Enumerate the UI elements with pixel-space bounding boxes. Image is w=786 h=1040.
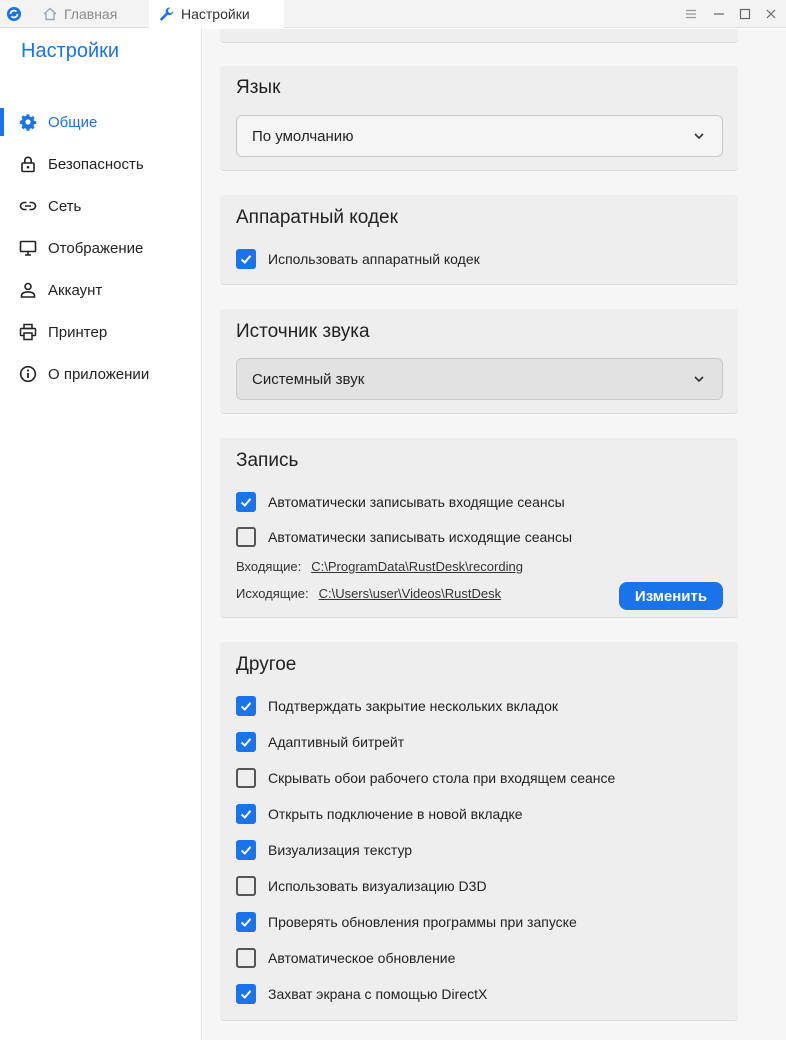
sidebar-item-label: Аккаунт bbox=[48, 281, 103, 299]
hardware-codec-option[interactable] bbox=[236, 248, 480, 270]
checkbox-checked[interactable] bbox=[236, 732, 256, 752]
link-icon bbox=[19, 197, 37, 215]
checkbox-checked[interactable] bbox=[236, 840, 256, 860]
incoming-path-link[interactable]: C:\ProgramData\RustDesk\recording bbox=[311, 559, 523, 574]
other-option[interactable] bbox=[236, 695, 558, 717]
other-card bbox=[220, 642, 738, 1021]
audio-source-card bbox=[220, 309, 738, 414]
other-option[interactable] bbox=[236, 911, 577, 933]
checkbox-checked[interactable] bbox=[236, 696, 256, 716]
language-title: Язык bbox=[236, 77, 281, 98]
check-icon bbox=[239, 495, 253, 509]
check-icon bbox=[239, 843, 253, 857]
check-icon bbox=[239, 252, 253, 266]
previous-card bbox=[220, 29, 738, 43]
sidebar-item-display[interactable] bbox=[0, 230, 201, 266]
other-option[interactable] bbox=[236, 839, 412, 861]
language-select-value: По умолчанию bbox=[252, 127, 354, 145]
title-bar bbox=[0, 0, 786, 28]
checkbox-label: Визуализация текстур bbox=[268, 842, 413, 858]
gear-icon bbox=[19, 113, 37, 131]
sidebar-item-security[interactable] bbox=[0, 146, 201, 182]
hardware-codec-title: Аппаратный кодек bbox=[236, 207, 398, 228]
check-icon bbox=[239, 807, 253, 821]
sidebar-item-label: Сеть bbox=[48, 197, 82, 215]
outgoing-label: Исходящие: bbox=[236, 586, 309, 601]
other-option[interactable] bbox=[236, 947, 455, 969]
checkbox-label: Автоматически записывать исходящие сеансы bbox=[268, 529, 573, 545]
audio-source-select[interactable] bbox=[236, 358, 723, 400]
person-icon bbox=[19, 281, 37, 299]
monitor-icon bbox=[19, 239, 37, 257]
checkbox-label: Автоматически записывать входящие сеансы bbox=[268, 494, 565, 510]
recording-title: Запись bbox=[236, 450, 299, 471]
hardware-codec-card bbox=[220, 195, 738, 285]
home-icon bbox=[42, 6, 58, 22]
checkbox-checked[interactable] bbox=[236, 984, 256, 1004]
record-outgoing-option[interactable] bbox=[236, 526, 572, 548]
checkbox-checked[interactable] bbox=[236, 249, 256, 269]
checkbox-label: Использовать визуализацию D3D bbox=[268, 878, 487, 894]
check-icon bbox=[239, 735, 253, 749]
chevron-down-icon bbox=[692, 372, 706, 386]
sidebar-title: Настройки bbox=[21, 40, 120, 62]
other-option[interactable] bbox=[236, 767, 615, 789]
sidebar-item-account[interactable] bbox=[0, 272, 201, 308]
check-icon bbox=[239, 699, 253, 713]
sidebar-item-label: Общие bbox=[48, 113, 98, 131]
incoming-label: Входящие: bbox=[236, 559, 302, 574]
outgoing-path-link[interactable]: C:\Users\user\Videos\RustDesk bbox=[318, 586, 502, 601]
check-icon bbox=[239, 987, 253, 1001]
checkbox-unchecked[interactable] bbox=[236, 948, 256, 968]
sidebar-item-label: Принтер bbox=[48, 323, 108, 341]
tab-home[interactable] bbox=[42, 0, 117, 28]
checkbox-unchecked[interactable] bbox=[236, 768, 256, 788]
rustdesk-logo-icon bbox=[6, 6, 22, 22]
chevron-down-icon bbox=[692, 129, 706, 143]
checkbox-label: Проверять обновления программы при запуске bbox=[268, 914, 577, 930]
tab-settings-label: Настройки bbox=[181, 5, 250, 22]
checkbox-label: Использовать аппаратный кодек bbox=[268, 251, 480, 267]
record-incoming-option[interactable] bbox=[236, 491, 565, 513]
other-option[interactable] bbox=[236, 731, 404, 753]
sidebar-item-label: О приложении bbox=[48, 365, 150, 383]
incoming-path-row bbox=[236, 559, 523, 574]
wrench-icon bbox=[159, 6, 175, 22]
language-select[interactable] bbox=[236, 115, 723, 157]
sidebar-item-printer[interactable] bbox=[0, 314, 201, 350]
checkbox-unchecked[interactable] bbox=[236, 527, 256, 547]
minimize-icon[interactable] bbox=[712, 7, 726, 21]
sidebar-item-label: Отображение bbox=[48, 239, 144, 257]
lock-icon bbox=[19, 155, 37, 173]
close-icon[interactable] bbox=[764, 7, 778, 21]
tab-home-label: Главная bbox=[64, 6, 118, 22]
maximize-icon[interactable] bbox=[738, 7, 752, 21]
sidebar-item-label: Безопасность bbox=[48, 155, 144, 173]
other-title: Другое bbox=[236, 654, 297, 675]
menu-icon[interactable] bbox=[684, 7, 698, 21]
outgoing-path-row bbox=[236, 586, 501, 601]
printer-icon bbox=[19, 323, 37, 341]
checkbox-label: Подтверждать закрытие нескольких вкладок bbox=[268, 698, 559, 714]
audio-source-value: Системный звук bbox=[252, 370, 365, 388]
info-icon bbox=[19, 365, 37, 383]
sidebar-item-network[interactable] bbox=[0, 188, 201, 224]
check-icon bbox=[239, 915, 253, 929]
change-directory-button[interactable]: Изменить bbox=[619, 582, 723, 610]
checkbox-checked[interactable] bbox=[236, 912, 256, 932]
other-option[interactable] bbox=[236, 803, 523, 825]
checkbox-label: Открыть подключение в новой вкладке bbox=[268, 806, 523, 822]
sidebar-item-about[interactable] bbox=[0, 356, 201, 392]
checkbox-label: Скрывать обои рабочего стола при входящем сеансе bbox=[268, 770, 616, 786]
tab-settings[interactable] bbox=[149, 0, 284, 28]
language-card bbox=[220, 66, 738, 171]
checkbox-label: Автоматическое обновление bbox=[268, 950, 456, 966]
other-option[interactable] bbox=[236, 875, 487, 897]
other-option[interactable] bbox=[236, 983, 487, 1005]
checkbox-checked[interactable] bbox=[236, 804, 256, 824]
checkbox-label: Захват экрана с помощью DirectX bbox=[268, 986, 488, 1002]
audio-source-title: Источник звука bbox=[236, 321, 370, 342]
checkbox-unchecked[interactable] bbox=[236, 876, 256, 896]
checkbox-label: Адаптивный битрейт bbox=[268, 734, 405, 750]
sidebar bbox=[0, 29, 202, 1040]
settings-content[interactable] bbox=[203, 29, 786, 1040]
checkbox-checked[interactable] bbox=[236, 492, 256, 512]
recording-card bbox=[220, 438, 738, 618]
sidebar-item-general[interactable] bbox=[0, 104, 201, 140]
